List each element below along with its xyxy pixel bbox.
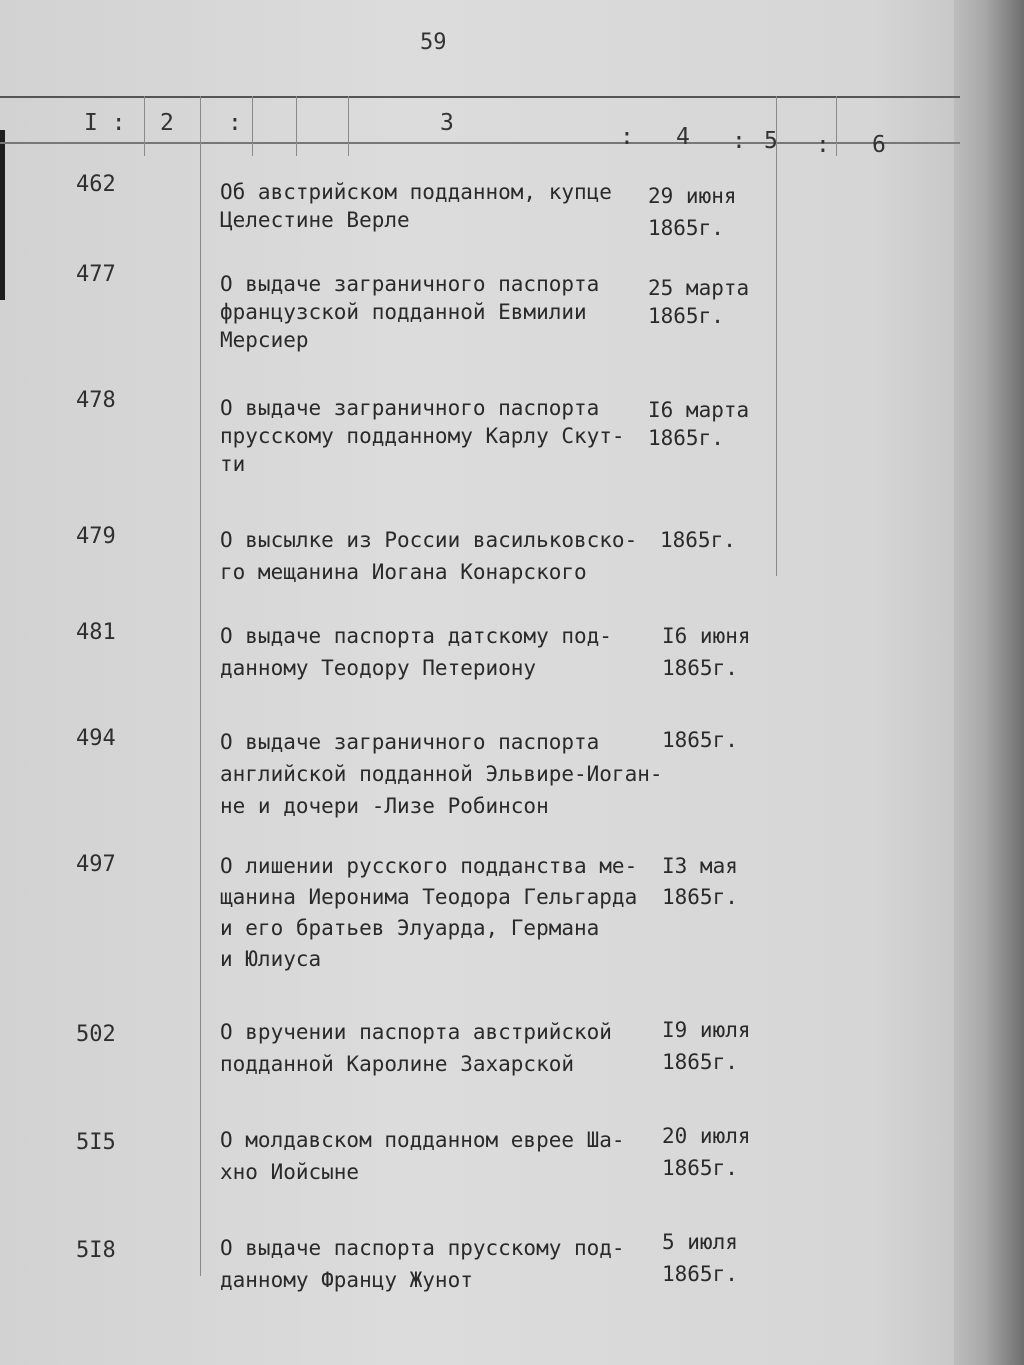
entry-date-line: I9 июля (662, 1018, 751, 1042)
entry-date-line: 1865г. (662, 1262, 738, 1286)
entry-date (662, 1016, 751, 1076)
column-separator (836, 96, 837, 156)
column-separator (252, 96, 253, 156)
entry-description-line: О высылке из России васильковско- (220, 528, 638, 552)
entry-date (662, 622, 751, 682)
entry-description-line: О вручении паспорта австрийской (220, 1020, 612, 1044)
entry-description-line: Целестине Верле (220, 208, 410, 232)
column-number-4: 4 (676, 124, 690, 150)
column-number-6: 6 (872, 132, 886, 158)
entry-description-line: Мерсиер (220, 328, 309, 352)
entry-description-line: О выдаче заграничного паспорта (220, 272, 600, 296)
entry-description-line: и Юлиуса (220, 947, 322, 971)
column-number-3: 3 (440, 110, 454, 136)
column-separator-mark: : (620, 124, 634, 150)
column-number-5: 5 (764, 128, 778, 154)
entry-number: 497 (76, 852, 116, 877)
entry-date (662, 1228, 738, 1288)
column-separator (200, 96, 201, 1276)
entry-date-line: 20 июля (662, 1124, 751, 1148)
column-separator (348, 96, 349, 156)
entry-description-line: Об австрийском подданном, купце (220, 180, 612, 204)
entry-number: 5I8 (76, 1238, 116, 1263)
column-separator-mark: : (228, 110, 242, 136)
page-number: 59 (420, 30, 447, 55)
entry-date-line: I3 мая (662, 854, 738, 878)
entry-description (220, 728, 663, 820)
entry-description-line: О лишении русского подданства ме- (220, 854, 638, 878)
entry-date-line: 5 июля (662, 1230, 738, 1254)
entry-description-line: О выдаче паспорта датскому под- (220, 624, 612, 648)
entry-description-line: хно Иойсыне (220, 1160, 360, 1184)
entry-description (220, 622, 660, 682)
column-separator (144, 96, 145, 156)
entry-description (220, 1234, 660, 1294)
entry-date-line: 1865г. (662, 1156, 738, 1180)
column-separator (296, 96, 297, 156)
entry-date-line: 1865г. (662, 728, 738, 752)
column-number-2: 2 (160, 110, 174, 136)
entry-description (220, 526, 660, 586)
entry-description-line: О выдаче паспорта прусскому под- (220, 1236, 625, 1260)
entry-date-line: 1865г. (662, 885, 738, 909)
entry-date (648, 274, 749, 330)
binding-edge (0, 130, 5, 300)
entry-date (662, 852, 738, 911)
entry-date (660, 526, 736, 554)
entry-description (220, 394, 660, 478)
entry-date-line: 1865г. (662, 1050, 738, 1074)
column-separator (776, 96, 777, 576)
column-separator-mark: : (732, 128, 746, 154)
entry-description-line: не и дочери -Лизе Робинсон (220, 794, 549, 818)
entry-description (220, 852, 660, 973)
entry-number: 479 (76, 524, 116, 549)
entry-description-line: О молдавском подданном еврее Ша- (220, 1128, 625, 1152)
entry-description-line: подданной Каролине Захарской (220, 1052, 575, 1076)
entry-date (648, 182, 737, 242)
entry-date-line: 1865г. (648, 426, 724, 450)
column-number-1: I : (84, 110, 126, 136)
entry-date-line: 1865г. (660, 528, 736, 552)
entry-number: 477 (76, 262, 116, 287)
entry-description-line: английской подданной Эльвире-Иоган- (220, 762, 663, 786)
entry-date (662, 726, 738, 754)
entry-description-line: французской подданной Евмилии (220, 300, 587, 324)
entry-number: 462 (76, 172, 116, 197)
entry-description-line: и его братьев Элуарда, Германа (220, 916, 600, 940)
entry-date-line: I6 марта (648, 398, 750, 422)
entry-description (220, 270, 660, 354)
entry-date-line: 29 июня (648, 184, 737, 208)
entry-number: 5I5 (76, 1130, 116, 1155)
entry-number: 494 (76, 726, 116, 751)
entry-date-line: 1865г. (662, 656, 738, 680)
entry-date-line: I6 июня (662, 624, 751, 648)
entry-description-line: щанина Иеронима Теодора Гельгарда (220, 885, 638, 909)
entry-description (220, 1018, 660, 1078)
entry-number: 478 (76, 388, 116, 413)
column-separator-mark: : (816, 132, 830, 158)
entry-date (648, 396, 749, 452)
page-stack-edge (954, 0, 1024, 1365)
entry-description-line: данному Теодору Петериону (220, 656, 537, 680)
entry-date (662, 1122, 751, 1182)
entry-description (220, 178, 660, 234)
entry-date-line: 1865г. (648, 216, 724, 240)
entry-description-line: данному Францу Жунот (220, 1268, 473, 1292)
entry-description-line: ти (220, 452, 246, 476)
entry-date-line: 1865г. (648, 304, 724, 328)
entry-number: 481 (76, 620, 116, 645)
entry-description-line: го мещанина Иогана Конарского (220, 560, 587, 584)
entry-description-line: О выдаче заграничного паспорта (220, 396, 600, 420)
bleed-through-mark: ⠀ (110, 222, 124, 244)
entry-date-line: 25 марта (648, 276, 750, 300)
entry-description-line: О выдаче заграничного паспорта (220, 730, 600, 754)
entry-description (220, 1126, 660, 1186)
entry-description-line: прусскому подданному Карлу Скут- (220, 424, 625, 448)
entry-number: 502 (76, 1022, 116, 1047)
